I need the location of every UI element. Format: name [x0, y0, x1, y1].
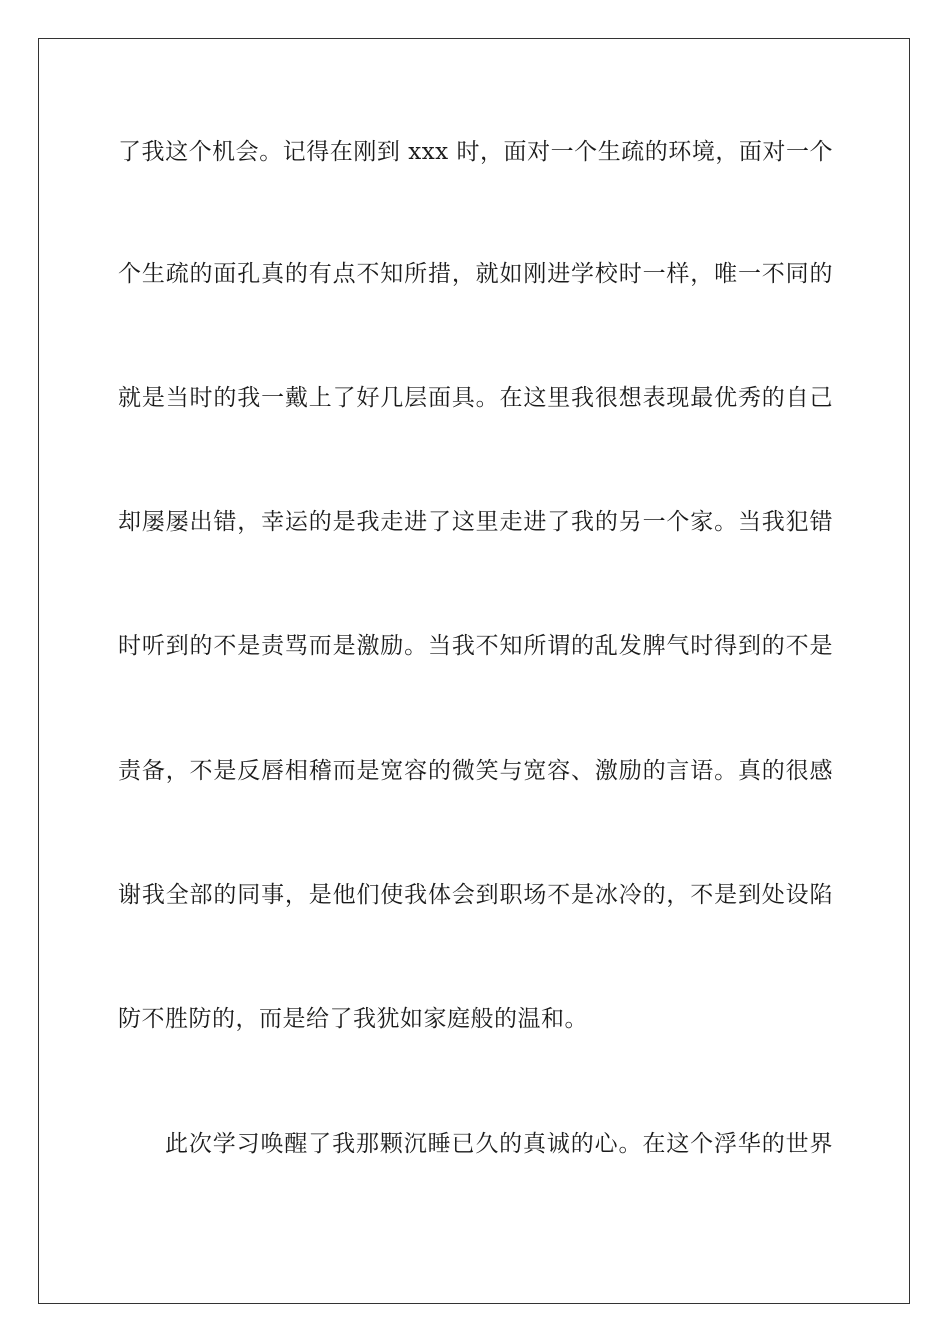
paragraph-line-6: 责备，不是反唇相稽而是宽容的微笑与宽容、激励的言语。真的很感 [118, 758, 833, 784]
paragraph-line-8: 防不胜防的，而是给了我犹如家庭般的温和。 [118, 1006, 588, 1032]
paragraph-line-5: 时听到的不是责骂而是激励。当我不知所谓的乱发脾气时得到的不是 [118, 633, 833, 659]
paragraph-2-line-1: 此次学习唤醒了我那颗沉睡已久的真诚的心。在这个浮华的世界 [165, 1131, 833, 1157]
paragraph-line-1: 了我这个机会。记得在刚到 xxx 时，面对一个生疏的环境，面对一个 [118, 139, 833, 165]
page-border [38, 38, 910, 1304]
paragraph-line-2: 个生疏的面孔真的有点不知所措，就如刚进学校时一样，唯一不同的 [118, 261, 833, 287]
paragraph-line-7: 谢我全部的同事，是他们使我体会到职场不是冰冷的，不是到处设陷 [118, 882, 833, 908]
paragraph-line-4: 却屡屡出错，幸运的是我走进了这里走进了我的另一个家。当我犯错 [118, 509, 833, 535]
paragraph-line-3: 就是当时的我一戴上了好几层面具。在这里我很想表现最优秀的自己 [118, 385, 833, 411]
